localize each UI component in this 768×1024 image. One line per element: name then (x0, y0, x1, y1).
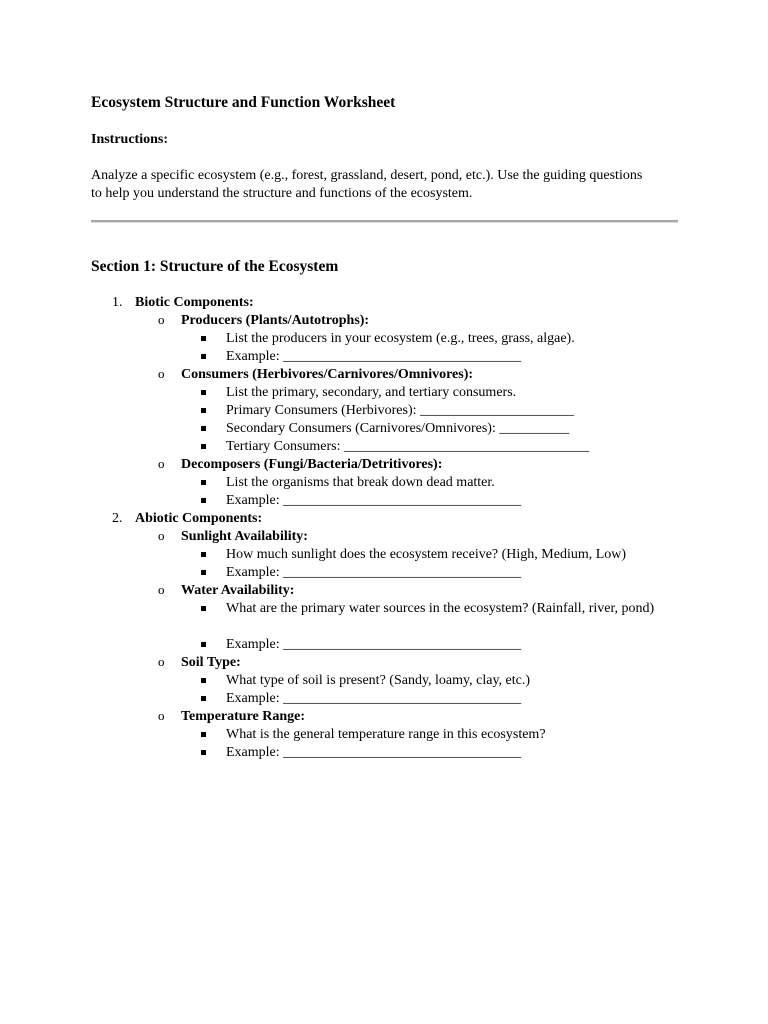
subitem-sunlight (0, 528, 768, 546)
circle-bullet-icon: o (158, 654, 165, 669)
bullet-text: List the primary, secondary, and tertiary consumers. (226, 385, 517, 400)
bullet-item (0, 402, 768, 420)
bullet-item (0, 438, 768, 456)
section-1-outline (0, 294, 768, 762)
square-bullet-icon (201, 732, 206, 737)
bullet-item (0, 744, 768, 762)
subitem-label: Temperature Range: (181, 709, 306, 724)
square-bullet-icon (201, 390, 206, 395)
bullet-item (0, 726, 768, 744)
item-number: 1. (112, 295, 123, 310)
bullet-item (0, 474, 768, 492)
square-bullet-icon (201, 426, 206, 431)
square-bullet-icon (201, 570, 206, 575)
subitem-water (0, 582, 768, 600)
bullet-item (0, 636, 768, 654)
square-bullet-icon (201, 750, 206, 755)
bullet-text: Example: __________________________________ (226, 493, 522, 508)
subitem-label: Soil Type: (181, 655, 241, 670)
bullet-item (0, 384, 768, 402)
bullet-text: List the producers in your ecosystem (e.g., trees, grass, algae). (226, 331, 575, 346)
subitem-label: Decomposers (Fungi/Bacteria/Detritivores): (181, 457, 443, 472)
bullet-text: Example: __________________________________ (226, 349, 522, 364)
bullet-text: Tertiary Consumers: ___________________________________ (226, 439, 589, 454)
subitem-producers (0, 312, 768, 330)
subitem-consumers (0, 366, 768, 384)
square-bullet-icon (201, 480, 206, 485)
bullet-text: Example: __________________________________ (226, 745, 522, 760)
bullet-item (0, 420, 768, 438)
circle-bullet-icon: o (158, 366, 165, 381)
square-bullet-icon (201, 408, 206, 413)
square-bullet-icon (201, 678, 206, 683)
horizontal-divider (91, 220, 678, 223)
bullet-text: What are the primary water sources in the ecosystem? (Rainfall, river, pond) (226, 601, 655, 616)
instructions-body: Analyze a specific ecosystem (e.g., forest, grassland, desert, pond, etc.). Use the guiding questions to help you understand the structure and functions of the ecosystem. (91, 168, 643, 201)
square-bullet-icon (201, 444, 206, 449)
subitem-label: Consumers (Herbivores/Carnivores/Omnivores): (181, 367, 474, 382)
square-bullet-icon (201, 354, 206, 359)
square-bullet-icon (201, 606, 206, 611)
bullet-text: How much sunlight does the ecosystem receive? (High, Medium, Low) (226, 547, 627, 562)
bullet-item (0, 492, 768, 510)
bullet-item (0, 690, 768, 708)
item-number: 2. (112, 511, 123, 526)
subitem-label: Water Availability: (181, 583, 295, 598)
bullet-item (0, 330, 768, 348)
item-label: Biotic Components: (135, 295, 254, 310)
bullet-text: List the organisms that break down dead matter. (226, 475, 495, 490)
bullet-text: Secondary Consumers (Carnivores/Omnivores): __________ (226, 421, 570, 436)
subitem-temperature (0, 708, 768, 726)
square-bullet-icon (201, 696, 206, 701)
subitem-label: Producers (Plants/Autotrophs): (181, 313, 370, 328)
item-label: Abiotic Components: (135, 511, 263, 526)
list-item-abiotic (0, 510, 768, 528)
bullet-text: Example: __________________________________ (226, 691, 522, 706)
bullet-item (0, 348, 768, 366)
square-bullet-icon (201, 498, 206, 503)
circle-bullet-icon: o (158, 528, 165, 543)
list-item-biotic (0, 294, 768, 312)
circle-bullet-icon: o (158, 312, 165, 327)
bullet-text: Primary Consumers (Herbivores): ______________________ (226, 403, 575, 418)
bullet-item (0, 672, 768, 690)
bullet-text: Example: __________________________________ (226, 637, 522, 652)
square-bullet-icon (201, 552, 206, 557)
subitem-decomposers (0, 456, 768, 474)
page-title: Ecosystem Structure and Function Worksheet (91, 94, 396, 111)
circle-bullet-icon: o (158, 456, 165, 471)
circle-bullet-icon: o (158, 708, 165, 723)
bullet-item (0, 564, 768, 582)
circle-bullet-icon: o (158, 582, 165, 597)
instructions-heading: Instructions: (91, 132, 169, 147)
square-bullet-icon (201, 642, 206, 647)
subitem-soil (0, 654, 768, 672)
square-bullet-icon (201, 336, 206, 341)
bullet-item (0, 600, 768, 636)
subitem-label: Sunlight Availability: (181, 529, 308, 544)
bullet-text: What is the general temperature range in this ecosystem? (226, 727, 546, 742)
bullet-text: What type of soil is present? (Sandy, loamy, clay, etc.) (226, 673, 531, 688)
bullet-text: Example: __________________________________ (226, 565, 522, 580)
section-1-heading: Section 1: Structure of the Ecosystem (91, 258, 339, 275)
bullet-item (0, 546, 768, 564)
